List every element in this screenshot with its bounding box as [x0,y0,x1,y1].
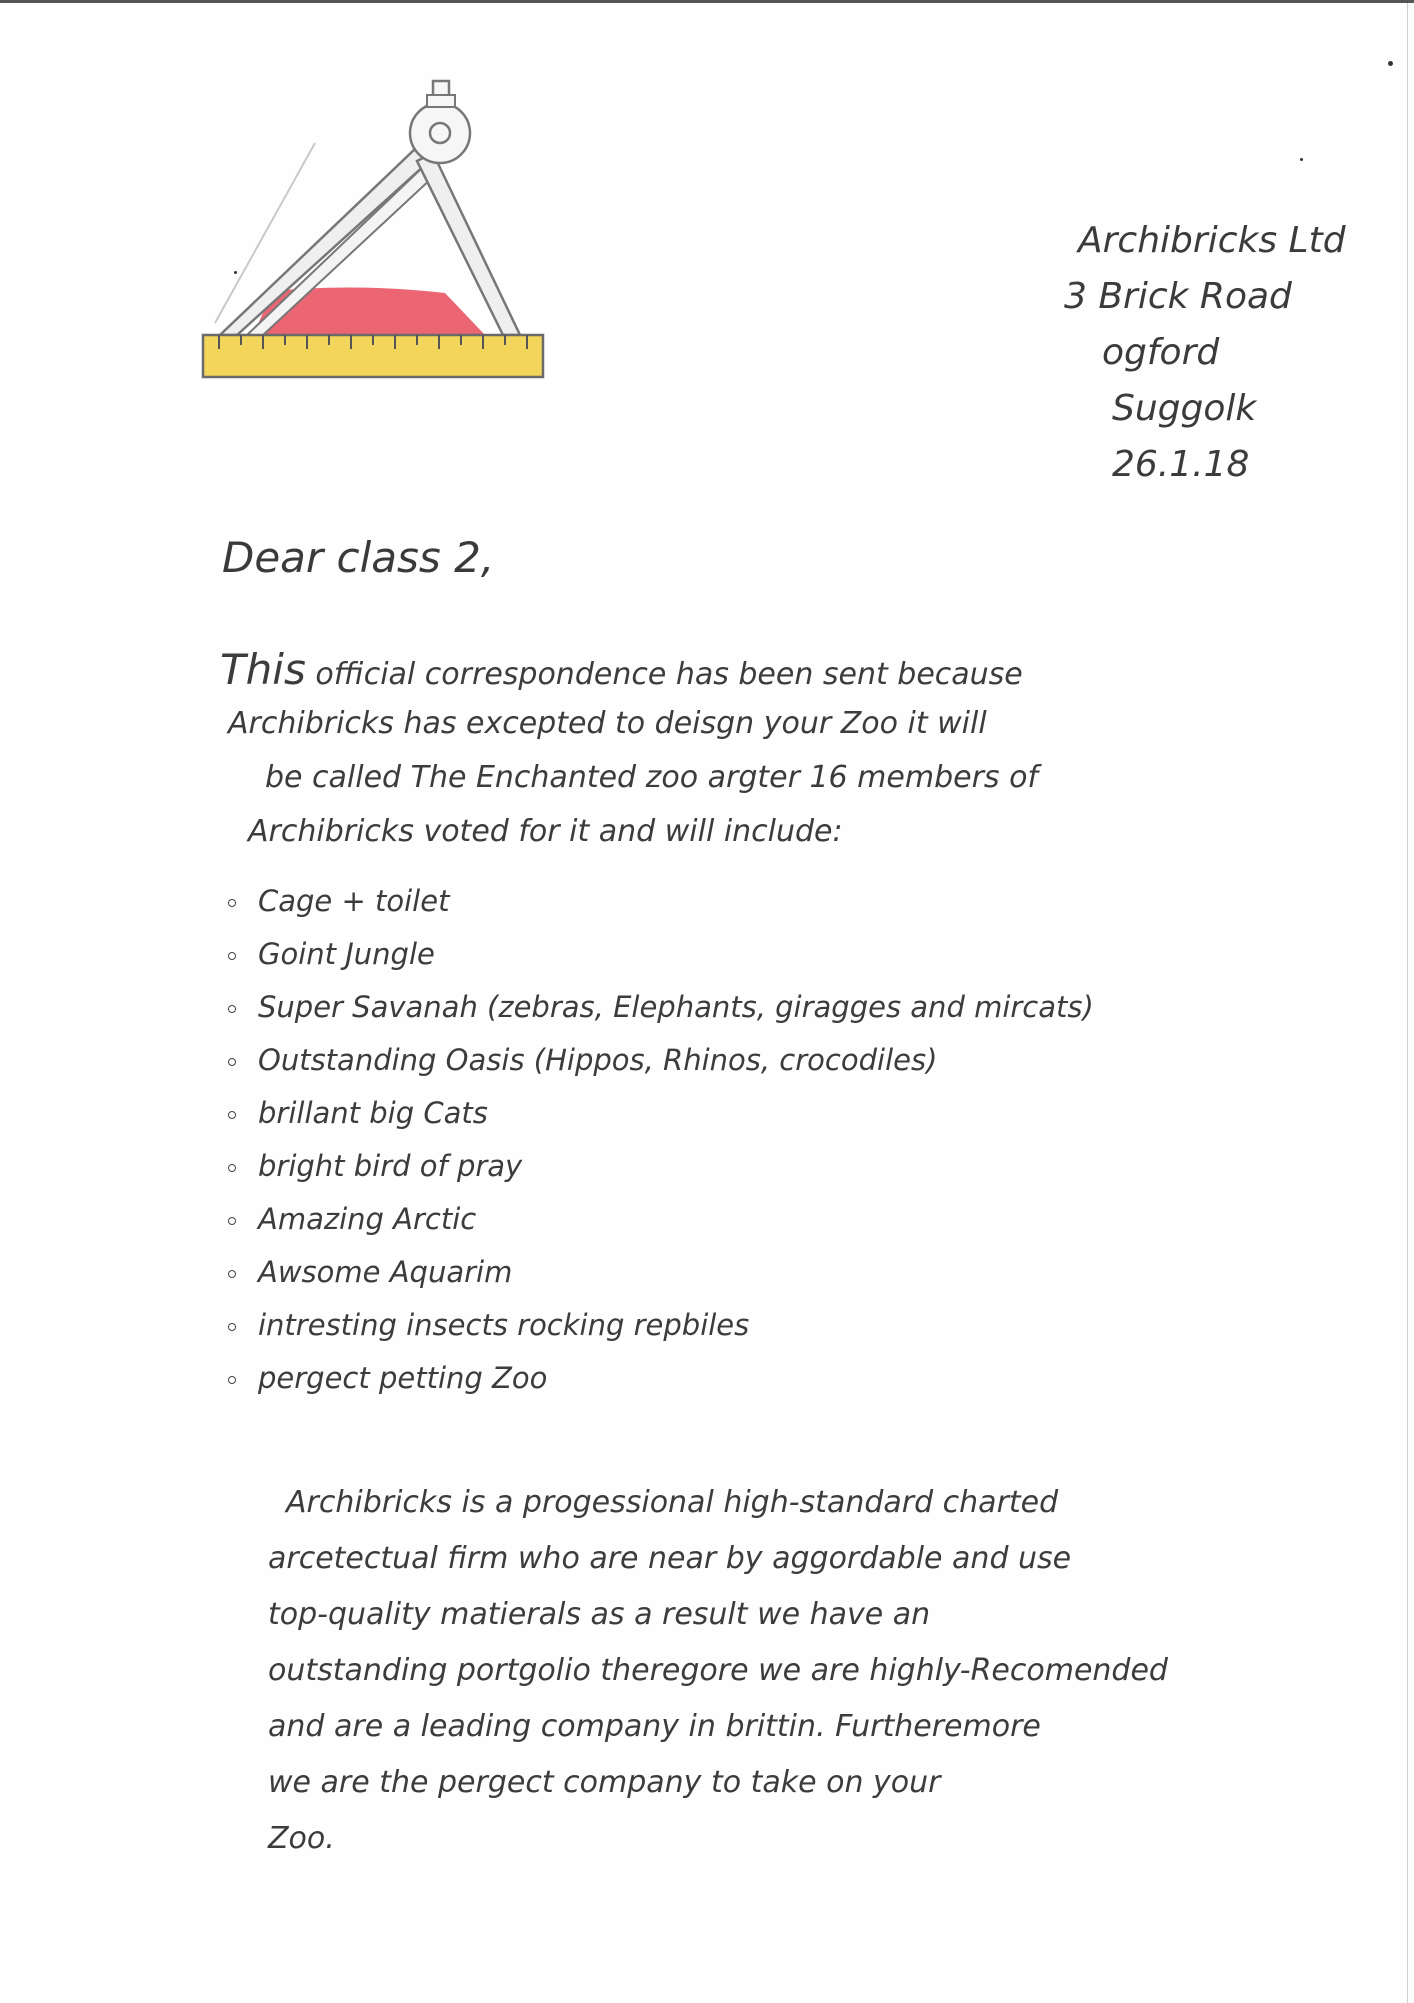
address-town: ogford [1102,332,1220,373]
list-item: brillant big Cats [222,1087,1322,1140]
closing-line: Archibricks is a progessional high-standard charted [286,1485,1059,1520]
sender-address [1060,213,1380,493]
compass-ruler-logo [195,73,555,393]
ink-dot [1300,158,1303,161]
list-item: Goint Jungle [222,928,1322,981]
letter-date: 26.1.18 [1112,444,1250,485]
closing-line: top-quality matierals as a result we have an [268,1597,931,1632]
list-item: Amazing Arctic [222,1193,1322,1246]
closing-line: arcetectual firm who are near by aggordable and use [268,1541,1072,1576]
address-street: 3 Brick Road [1064,276,1292,317]
closing-paragraph [268,1475,1368,1867]
list-item: pergect petting Zoo [222,1352,1322,1405]
list-item: Outstanding Oasis (Hippos, Rhinos, crocodiles) [222,1034,1322,1087]
intro-first-word: This [220,645,306,694]
bullet-icon [228,1376,236,1384]
bullet-icon [228,1058,236,1066]
intro-line: Archibricks voted for it and will include: [248,814,843,849]
list-item: bright bird of pray [222,1140,1322,1193]
address-company: Archibricks Ltd [1078,220,1346,261]
greeting: Dear class 2, [222,533,495,582]
bullet-icon [228,952,236,960]
intro-line-text: official correspondence has been sent because [315,657,1023,692]
address-county: Suggolk [1112,388,1257,429]
compass-handle-base [427,95,455,107]
closing-line: we are the pergect company to take on your [268,1765,941,1800]
compass-hinge [410,103,470,163]
intro-line [220,643,1330,697]
bullet-icon [228,899,236,907]
bullet-icon [228,1005,236,1013]
bullet-icon [228,1164,236,1172]
list-item: intresting insects rocking repbiles [222,1299,1322,1352]
intro-line: be called The Enchanted zoo argter 16 members of [265,760,1038,795]
list-item: Awsome Aquarim [222,1246,1322,1299]
bullet-icon [228,1111,236,1119]
closing-line: and are a leading company in brittin. Furtheremore [268,1709,1041,1744]
list-item: Super Savanah (zebras, Elephants, giragges and mircats) [222,981,1322,1034]
intro-line: Archibricks has excepted to deisgn your Zoo it will [228,706,987,741]
list-item: Cage + toilet [222,875,1322,928]
bullet-icon [228,1270,236,1278]
zoo-features-list [222,875,1322,1405]
intro-paragraph [220,643,1330,859]
page-edge [1407,3,1408,2003]
ink-dot [1388,61,1393,66]
closing-line: Zoo. [268,1821,335,1856]
closing-line: outstanding portgolio theregore we are highly-Recomended [268,1653,1168,1688]
bullet-icon [228,1217,236,1225]
bullet-icon [228,1323,236,1331]
